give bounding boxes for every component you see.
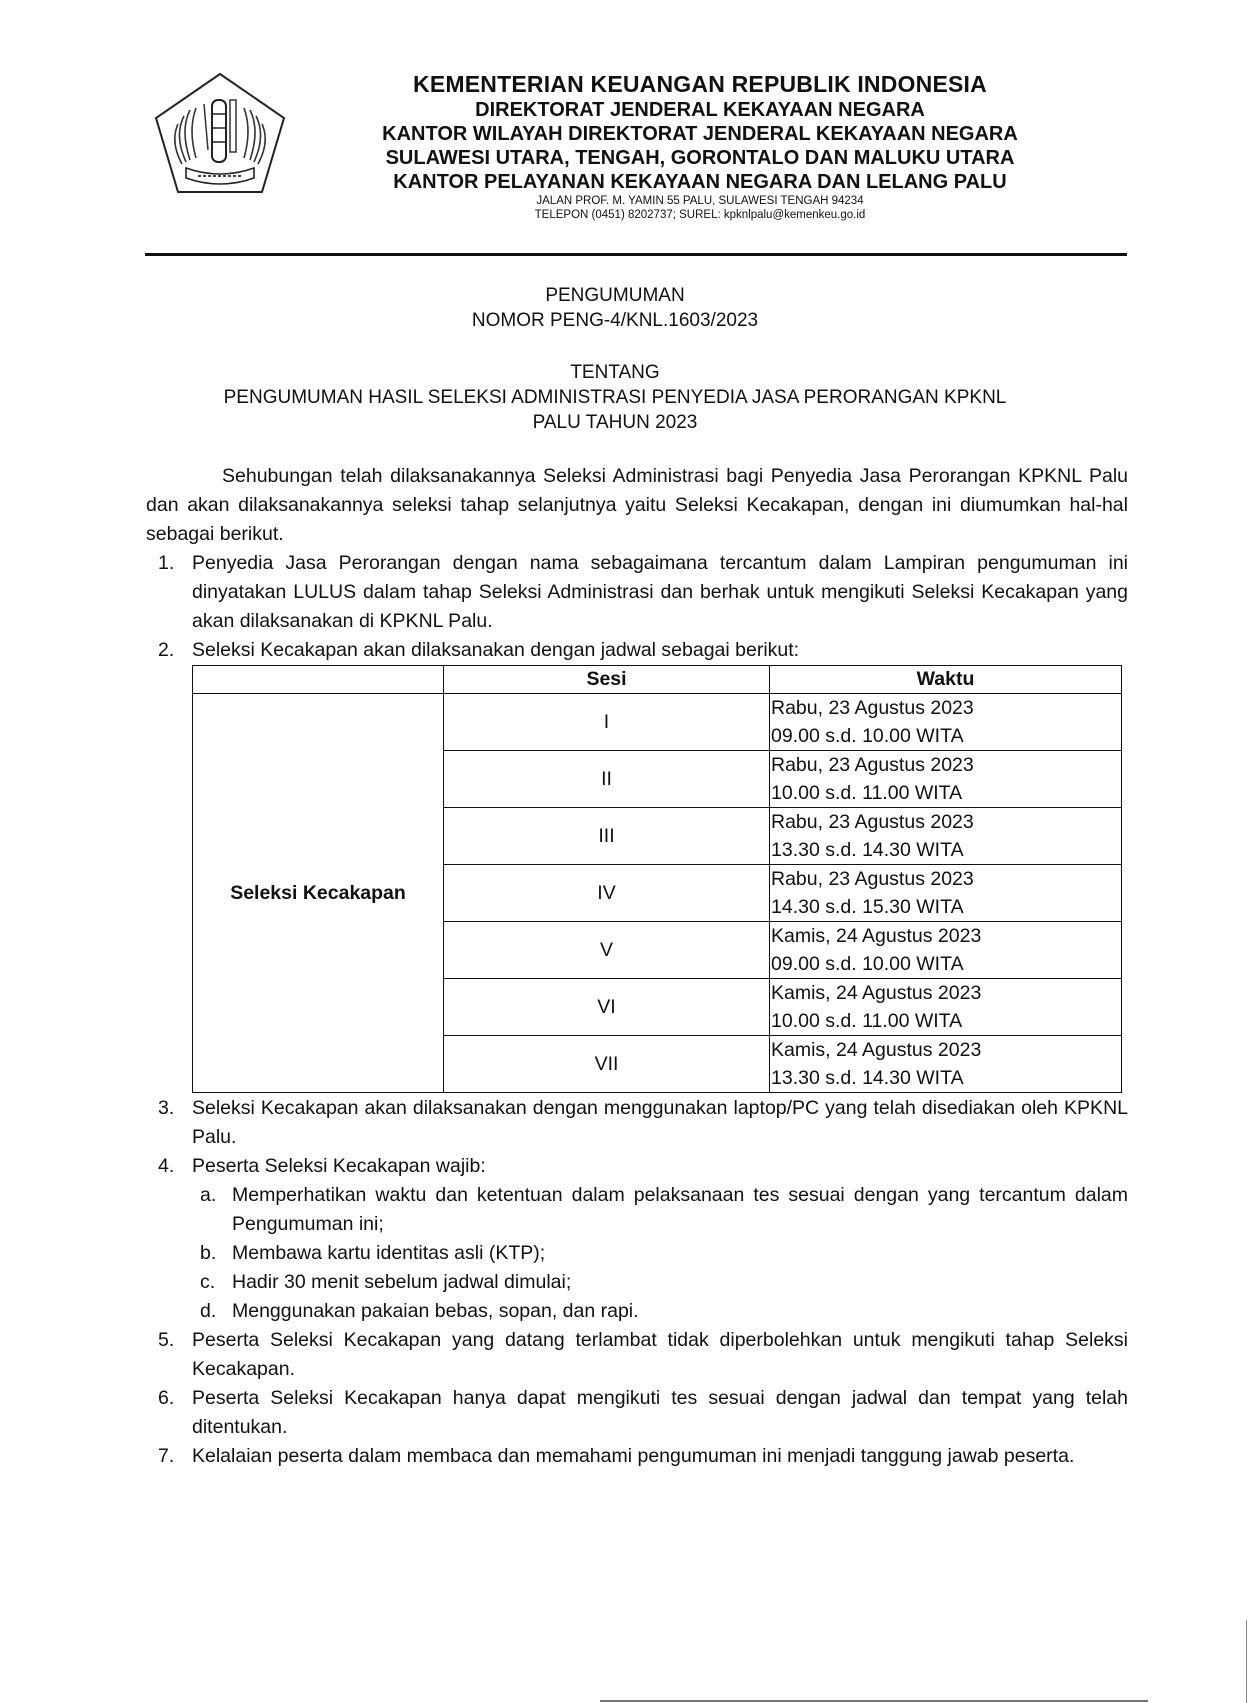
waktu-day: Rabu, 23 Agustus 2023 bbox=[771, 811, 974, 833]
sesi-header: Sesi bbox=[444, 666, 770, 694]
item-number: 3. bbox=[158, 1097, 175, 1119]
schedule-table bbox=[192, 665, 1122, 1093]
list-item bbox=[146, 636, 1128, 665]
sub-list-item bbox=[192, 1268, 1128, 1297]
announcement-number: NOMOR PENG-4/KNL.1603/2023 bbox=[471, 310, 759, 331]
waktu-cell bbox=[770, 979, 1122, 1036]
waktu-cell bbox=[770, 694, 1122, 751]
waktu-cell bbox=[770, 751, 1122, 808]
sesi-cell: I bbox=[444, 694, 770, 751]
letterhead-line: KANTOR WILAYAH DIREKTORAT JENDERAL KEKAYAAN NEGARA bbox=[382, 123, 1018, 145]
scan-edge bbox=[1246, 1620, 1247, 1703]
list-item bbox=[146, 1152, 1128, 1326]
waktu-time: 09.00 s.d. 10.00 WITA bbox=[771, 725, 964, 747]
sesi-cell: VII bbox=[444, 1036, 770, 1093]
ministry-name: KEMENTERIAN KEUANGAN REPUBLIK INDONESIA bbox=[413, 71, 987, 97]
item-text: Peserta Seleksi Kecakapan wajib: bbox=[192, 1155, 486, 1177]
list-item bbox=[146, 1442, 1128, 1471]
item-number: 6. bbox=[158, 1387, 175, 1409]
letterhead-line: SULAWESI UTARA, TENGAH, GORONTALO DAN MALUKU UTARA bbox=[385, 147, 1015, 169]
announcement-items-continued bbox=[146, 1094, 1128, 1471]
waktu-time: 14.30 s.d. 15.30 WITA bbox=[771, 896, 964, 918]
sub-item-letter: c. bbox=[200, 1271, 216, 1293]
item-text: Kelalaian peserta dalam membaca dan memahami pengumuman ini menjadi tanggung jawab peserta. bbox=[192, 1445, 1075, 1467]
announcement-items bbox=[146, 549, 1128, 665]
waktu-header: Waktu bbox=[770, 666, 1122, 694]
letterhead-divider bbox=[145, 253, 1127, 256]
waktu-time: 13.30 s.d. 14.30 WITA bbox=[771, 839, 964, 861]
sesi-cell: IV bbox=[444, 865, 770, 922]
group-label: Seleksi Kecakapan bbox=[193, 694, 444, 1093]
sesi-cell: V bbox=[444, 922, 770, 979]
announcement-body bbox=[146, 462, 1128, 1471]
page-bottom-edge bbox=[600, 1700, 1148, 1702]
sub-list-item bbox=[192, 1239, 1128, 1268]
group-header-cell bbox=[193, 666, 444, 694]
sub-item-text: Hadir 30 menit sebelum jadwal dimulai; bbox=[232, 1271, 572, 1293]
sub-list-item bbox=[192, 1181, 1128, 1239]
waktu-day: Kamis, 24 Agustus 2023 bbox=[771, 925, 982, 947]
announcement-subject-block bbox=[130, 360, 1100, 435]
waktu-day: Kamis, 24 Agustus 2023 bbox=[771, 1039, 982, 1061]
waktu-cell bbox=[770, 808, 1122, 865]
waktu-time: 10.00 s.d. 11.00 WITA bbox=[771, 782, 963, 804]
item-text: Peserta Seleksi Kecakapan hanya dapat mengikuti tes sesuai dengan jadwal dan tempat yang telah ditentukan. bbox=[192, 1387, 1128, 1438]
sub-item-letter: b. bbox=[200, 1242, 217, 1264]
waktu-time: 13.30 s.d. 14.30 WITA bbox=[771, 1067, 964, 1089]
about-label: TENTANG bbox=[570, 362, 660, 383]
letterhead-line: DIREKTORAT JENDERAL KEKAYAAN NEGARA bbox=[475, 99, 925, 121]
item-text: Seleksi Kecakapan akan dilaksanakan dengan jadwal sebagai berikut: bbox=[192, 639, 800, 661]
letterhead bbox=[300, 70, 1100, 222]
sesi-cell: II bbox=[444, 751, 770, 808]
waktu-cell bbox=[770, 922, 1122, 979]
waktu-day: Rabu, 23 Agustus 2023 bbox=[771, 754, 974, 776]
letterhead-line: KANTOR PELAYANAN KEKAYAAN NEGARA DAN LELANG PALU bbox=[393, 171, 1007, 193]
waktu-time: 10.00 s.d. 11.00 WITA bbox=[771, 1010, 963, 1032]
table-header-row bbox=[193, 666, 1122, 694]
subject-line: PENGUMUMAN HASIL SELEKSI ADMINISTRASI PENYEDIA JASA PERORANGAN KPKNL bbox=[223, 387, 1007, 408]
item-number: 1. bbox=[158, 552, 175, 574]
ministry-emblem-icon bbox=[150, 70, 290, 200]
sesi-cell: VI bbox=[444, 979, 770, 1036]
announcement-heading: PENGUMUMAN bbox=[545, 285, 685, 306]
letterhead-contact: TELEPON (0451) 8202737; SUREL: kpknlpalu@kemenkeu.go.id bbox=[534, 209, 866, 221]
item-text: Penyedia Jasa Perorangan dengan nama sebagaimana tercantum dalam Lampiran pengumuman ini dinyatakan LULUS dalam tahap Seleksi Administrasi dan berhak untuk mengikuti Seleksi Kecakapan yang akan dilaksanakan di KPKNL Palu. bbox=[192, 552, 1128, 632]
item-text: Seleksi Kecakapan akan dilaksanakan dengan menggunakan laptop/PC yang telah disediakan oleh KPKNL Palu. bbox=[192, 1097, 1128, 1148]
subject-line: PALU TAHUN 2023 bbox=[532, 412, 698, 433]
sub-item-text: Membawa kartu identitas asli (KTP); bbox=[232, 1242, 546, 1264]
sub-item-text: Memperhatikan waktu dan ketentuan dalam pelaksanaan tes sesuai dengan yang tercantum dalam Pengumuman ini; bbox=[232, 1184, 1128, 1235]
list-item bbox=[146, 549, 1128, 636]
sub-item-text: Menggunakan pakaian bebas, sopan, dan rapi. bbox=[232, 1300, 639, 1322]
waktu-cell bbox=[770, 1036, 1122, 1093]
waktu-day: Rabu, 23 Agustus 2023 bbox=[771, 868, 974, 890]
sesi-cell: III bbox=[444, 808, 770, 865]
sub-list-item bbox=[192, 1297, 1128, 1326]
list-item bbox=[146, 1384, 1128, 1442]
item-number: 2. bbox=[158, 639, 175, 661]
waktu-day: Rabu, 23 Agustus 2023 bbox=[771, 697, 974, 719]
sub-item-letter: d. bbox=[200, 1300, 217, 1322]
item-number: 7. bbox=[158, 1445, 175, 1467]
waktu-day: Kamis, 24 Agustus 2023 bbox=[771, 982, 982, 1004]
letterhead-address: JALAN PROF. M. YAMIN 55 PALU, SULAWESI TENGAH 94234 bbox=[536, 195, 864, 207]
sub-item-letter: a. bbox=[200, 1184, 217, 1206]
list-item bbox=[146, 1326, 1128, 1384]
waktu-cell bbox=[770, 865, 1122, 922]
waktu-time: 09.00 s.d. 10.00 WITA bbox=[771, 953, 964, 975]
announcement-heading-block bbox=[130, 283, 1100, 333]
intro-paragraph: Sehubungan telah dilaksanakannya Seleksi Administrasi bagi Penyedia Jasa Perorangan KPKNL Palu dan akan dilaksanakannya seleksi tahap selanjutnya yaitu Seleksi Kecakapan, dengan ini diumumkan hal-hal sebagai berikut. bbox=[146, 465, 1128, 545]
item-number: 5. bbox=[158, 1329, 175, 1351]
table-row bbox=[193, 694, 1122, 751]
list-item bbox=[146, 1094, 1128, 1152]
obligations-list bbox=[192, 1181, 1128, 1326]
item-number: 4. bbox=[158, 1155, 175, 1177]
item-text: Peserta Seleksi Kecakapan yang datang terlambat tidak diperbolehkan untuk mengikuti tahap Seleksi Kecakapan. bbox=[192, 1329, 1128, 1380]
